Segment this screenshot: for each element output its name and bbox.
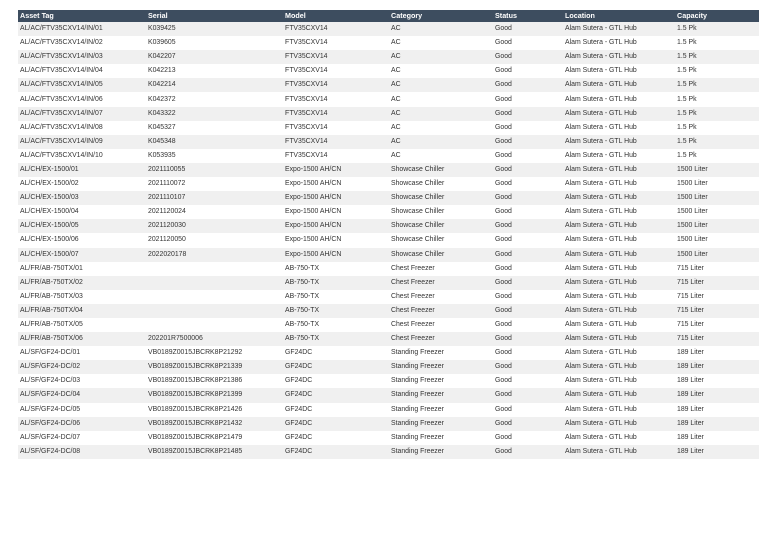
column-header-status[interactable]: Status — [495, 11, 517, 20]
cell-location: Alam Sutera - GTL Hub — [565, 222, 637, 230]
cell-serial: K043322 — [148, 109, 176, 117]
cell-location: Alam Sutera - GTL Hub — [565, 433, 637, 441]
cell-asset-tag: AL/CH/EX-1500/03 — [20, 194, 79, 202]
cell-location: Alam Sutera - GTL Hub — [565, 419, 637, 427]
cell-serial: VB0189Z0015JBCRK8P21479 — [148, 433, 243, 441]
cell-model: AB-750-TX — [285, 264, 320, 272]
cell-model: Expo-1500 AH/CN — [285, 194, 342, 202]
cell-category: Showcase Chiller — [391, 236, 445, 244]
cell-location: Alam Sutera - GTL Hub — [565, 67, 637, 75]
cell-model: AB-750-TX — [285, 306, 320, 314]
cell-category: Standing Freezer — [391, 363, 444, 371]
cell-model: GF24DC — [285, 363, 313, 371]
cell-asset-tag: AL/AC/FTV35CXV14/IN/03 — [20, 53, 103, 61]
cell-serial: K045327 — [148, 123, 176, 131]
cell-category: Standing Freezer — [391, 349, 444, 357]
cell-capacity: 1.5 Pk — [677, 53, 697, 61]
cell-capacity: 189 Liter — [677, 433, 704, 441]
table-row[interactable] — [18, 304, 759, 318]
cell-model: Expo-1500 AH/CN — [285, 165, 342, 173]
cell-capacity: 1.5 Pk — [677, 67, 697, 75]
cell-asset-tag: AL/FR/AB-750TX/03 — [20, 292, 83, 300]
cell-serial: K053935 — [148, 151, 176, 159]
cell-model: GF24DC — [285, 447, 313, 455]
cell-location: Alam Sutera - GTL Hub — [565, 123, 637, 131]
cell-asset-tag: AL/SF/GF24-DC/03 — [20, 377, 81, 385]
cell-category: Standing Freezer — [391, 405, 444, 413]
cell-asset-tag: AL/CH/EX-1500/06 — [20, 236, 79, 244]
table-row[interactable] — [18, 346, 759, 360]
cell-capacity: 715 Liter — [677, 264, 704, 272]
table-row[interactable] — [18, 318, 759, 332]
cell-serial: VB0189Z0015JBCRK8P21339 — [148, 363, 243, 371]
cell-serial: VB0189Z0015JBCRK8P21386 — [148, 377, 243, 385]
table-row[interactable] — [18, 445, 759, 459]
cell-model: GF24DC — [285, 433, 313, 441]
cell-serial: 2021120050 — [148, 236, 186, 244]
cell-capacity: 1500 Liter — [677, 208, 708, 216]
cell-category: Chest Freezer — [391, 321, 435, 329]
table-row[interactable] — [18, 388, 759, 402]
cell-capacity: 1.5 Pk — [677, 137, 697, 145]
cell-status: Good — [495, 180, 512, 188]
cell-category: Showcase Chiller — [391, 250, 445, 258]
table-row[interactable] — [18, 360, 759, 374]
cell-model: FTV35CXV14 — [285, 39, 328, 47]
cell-category: AC — [391, 81, 401, 89]
cell-model: AB-750-TX — [285, 335, 320, 343]
cell-capacity: 715 Liter — [677, 335, 704, 343]
cell-serial: 2021120030 — [148, 222, 186, 230]
cell-model: AB-750-TX — [285, 278, 320, 286]
cell-asset-tag: AL/AC/FTV35CXV14/IN/10 — [20, 151, 103, 159]
cell-location: Alam Sutera - GTL Hub — [565, 377, 637, 385]
cell-serial: K042213 — [148, 67, 176, 75]
cell-category: Showcase Chiller — [391, 208, 445, 216]
cell-serial — [146, 262, 283, 276]
cell-serial — [146, 304, 283, 318]
table-row[interactable] — [18, 36, 759, 50]
cell-serial — [146, 290, 283, 304]
table-row[interactable] — [18, 417, 759, 431]
column-header-serial[interactable]: Serial — [148, 11, 168, 20]
table-row[interactable] — [18, 233, 759, 247]
cell-status: Good — [495, 123, 512, 131]
cell-status: Good — [495, 81, 512, 89]
cell-status: Good — [495, 165, 512, 173]
cell-category: AC — [391, 53, 401, 61]
table-row[interactable] — [18, 78, 759, 92]
cell-asset-tag: AL/SF/GF24-DC/06 — [20, 419, 81, 427]
column-header-category[interactable]: Category — [391, 11, 423, 20]
cell-serial: VB0189Z0015JBCRK8P21426 — [148, 405, 243, 413]
cell-category: AC — [391, 39, 401, 47]
cell-capacity: 1.5 Pk — [677, 39, 697, 47]
cell-asset-tag: AL/SF/GF24-DC/02 — [20, 363, 81, 371]
cell-model: FTV35CXV14 — [285, 137, 328, 145]
table-row[interactable] — [18, 177, 759, 191]
cell-category: Showcase Chiller — [391, 180, 445, 188]
cell-status: Good — [495, 208, 512, 216]
cell-location: Alam Sutera - GTL Hub — [565, 53, 637, 61]
cell-serial: 2021110055 — [148, 165, 186, 173]
cell-serial: K042207 — [148, 53, 176, 61]
cell-category: Showcase Chiller — [391, 222, 445, 230]
cell-asset-tag: AL/AC/FTV35CXV14/IN/01 — [20, 25, 103, 33]
cell-location: Alam Sutera - GTL Hub — [565, 194, 637, 202]
cell-location: Alam Sutera - GTL Hub — [565, 151, 637, 159]
cell-asset-tag: AL/SF/GF24-DC/08 — [20, 447, 81, 455]
cell-asset-tag: AL/CH/EX-1500/07 — [20, 250, 79, 258]
cell-serial: K039605 — [148, 39, 176, 47]
table-row[interactable] — [18, 92, 759, 106]
cell-model: FTV35CXV14 — [285, 151, 328, 159]
cell-location: Alam Sutera - GTL Hub — [565, 391, 637, 399]
cell-category: Chest Freezer — [391, 264, 435, 272]
table-body — [18, 22, 759, 459]
cell-capacity: 1500 Liter — [677, 194, 708, 202]
cell-status: Good — [495, 194, 512, 202]
cell-asset-tag: AL/SF/GF24-DC/05 — [20, 405, 81, 413]
column-header-asset-tag[interactable]: Asset Tag — [20, 11, 54, 20]
cell-location: Alam Sutera - GTL Hub — [565, 180, 637, 188]
cell-location: Alam Sutera - GTL Hub — [565, 292, 637, 300]
cell-status: Good — [495, 306, 512, 314]
cell-category: AC — [391, 25, 401, 33]
cell-status: Good — [495, 447, 512, 455]
cell-status: Good — [495, 39, 512, 47]
cell-asset-tag: AL/SF/GF24-DC/07 — [20, 433, 81, 441]
cell-model: Expo-1500 AH/CN — [285, 250, 342, 258]
cell-category: Chest Freezer — [391, 278, 435, 286]
cell-asset-tag: AL/FR/AB-750TX/02 — [20, 278, 83, 286]
cell-serial — [146, 318, 283, 332]
cell-model: AB-750-TX — [285, 321, 320, 329]
cell-status: Good — [495, 321, 512, 329]
cell-status: Good — [495, 236, 512, 244]
cell-location: Alam Sutera - GTL Hub — [565, 278, 637, 286]
cell-asset-tag: AL/AC/FTV35CXV14/IN/08 — [20, 123, 103, 131]
table-row[interactable] — [18, 332, 759, 346]
cell-status: Good — [495, 53, 512, 61]
cell-serial: K045348 — [148, 137, 176, 145]
cell-serial: 2021110107 — [148, 194, 186, 202]
cell-status: Good — [495, 335, 512, 343]
cell-category: Standing Freezer — [391, 377, 444, 385]
cell-location: Alam Sutera - GTL Hub — [565, 363, 637, 371]
cell-asset-tag: AL/AC/FTV35CXV14/IN/06 — [20, 95, 103, 103]
cell-capacity: 189 Liter — [677, 391, 704, 399]
cell-capacity: 189 Liter — [677, 405, 704, 413]
cell-capacity: 1500 Liter — [677, 180, 708, 188]
cell-model: FTV35CXV14 — [285, 81, 328, 89]
cell-model: Expo-1500 AH/CN — [285, 222, 342, 230]
cell-category: Showcase Chiller — [391, 165, 445, 173]
cell-status: Good — [495, 151, 512, 159]
cell-location: Alam Sutera - GTL Hub — [565, 306, 637, 314]
cell-location: Alam Sutera - GTL Hub — [565, 109, 637, 117]
column-header-model[interactable]: Model — [285, 11, 306, 20]
cell-capacity: 1.5 Pk — [677, 151, 697, 159]
cell-location: Alam Sutera - GTL Hub — [565, 349, 637, 357]
cell-location: Alam Sutera - GTL Hub — [565, 39, 637, 47]
table-row[interactable] — [18, 262, 759, 276]
cell-asset-tag: AL/AC/FTV35CXV14/IN/09 — [20, 137, 103, 145]
cell-status: Good — [495, 391, 512, 399]
cell-location: Alam Sutera - GTL Hub — [565, 250, 637, 258]
cell-asset-tag: AL/SF/GF24-DC/04 — [20, 391, 81, 399]
cell-asset-tag: AL/FR/AB-750TX/04 — [20, 306, 83, 314]
cell-capacity: 1500 Liter — [677, 236, 708, 244]
cell-category: Chest Freezer — [391, 335, 435, 343]
cell-location: Alam Sutera - GTL Hub — [565, 25, 637, 33]
cell-model: FTV35CXV14 — [285, 109, 328, 117]
cell-category: Standing Freezer — [391, 433, 444, 441]
cell-asset-tag: AL/FR/AB-750TX/05 — [20, 321, 83, 329]
cell-capacity: 1.5 Pk — [677, 123, 697, 131]
cell-status: Good — [495, 419, 512, 427]
cell-asset-tag: AL/CH/EX-1500/02 — [20, 180, 79, 188]
cell-category: Chest Freezer — [391, 306, 435, 314]
cell-capacity: 1500 Liter — [677, 222, 708, 230]
cell-category: AC — [391, 123, 401, 131]
cell-asset-tag: AL/CH/EX-1500/04 — [20, 208, 79, 216]
cell-status: Good — [495, 67, 512, 75]
cell-category: Showcase Chiller — [391, 194, 445, 202]
column-header-location[interactable]: Location — [565, 11, 595, 20]
cell-status: Good — [495, 250, 512, 258]
table-row[interactable] — [18, 50, 759, 64]
cell-asset-tag: AL/AC/FTV35CXV14/IN/07 — [20, 109, 103, 117]
cell-status: Good — [495, 109, 512, 117]
table-row[interactable] — [18, 219, 759, 233]
cell-asset-tag: AL/CH/EX-1500/01 — [20, 165, 79, 173]
cell-model: FTV35CXV14 — [285, 25, 328, 33]
cell-status: Good — [495, 292, 512, 300]
cell-asset-tag: AL/AC/FTV35CXV14/IN/04 — [20, 67, 103, 75]
cell-capacity: 189 Liter — [677, 419, 704, 427]
table-row[interactable] — [18, 149, 759, 163]
cell-location: Alam Sutera - GTL Hub — [565, 165, 637, 173]
cell-capacity: 189 Liter — [677, 377, 704, 385]
cell-capacity: 1500 Liter — [677, 165, 708, 173]
table-row[interactable] — [18, 107, 759, 121]
cell-serial — [146, 276, 283, 290]
cell-capacity: 715 Liter — [677, 306, 704, 314]
cell-serial: VB0189Z0015JBCRK8P21399 — [148, 391, 243, 399]
cell-location: Alam Sutera - GTL Hub — [565, 264, 637, 272]
cell-capacity: 1500 Liter — [677, 250, 708, 258]
cell-status: Good — [495, 405, 512, 413]
cell-capacity: 189 Liter — [677, 349, 704, 357]
cell-location: Alam Sutera - GTL Hub — [565, 447, 637, 455]
table-row[interactable] — [18, 22, 759, 36]
cell-category: AC — [391, 151, 401, 159]
cell-asset-tag: AL/SF/GF24-DC/01 — [20, 349, 81, 357]
cell-asset-tag: AL/AC/FTV35CXV14/IN/05 — [20, 81, 103, 89]
cell-location: Alam Sutera - GTL Hub — [565, 208, 637, 216]
cell-category: Standing Freezer — [391, 391, 444, 399]
cell-capacity: 1.5 Pk — [677, 95, 697, 103]
cell-status: Good — [495, 349, 512, 357]
cell-status: Good — [495, 95, 512, 103]
cell-model: GF24DC — [285, 419, 313, 427]
table-header — [18, 10, 759, 22]
cell-serial: VB0189Z0015JBCRK8P21292 — [148, 349, 243, 357]
cell-serial: VB0189Z0015JBCRK8P21485 — [148, 447, 243, 455]
cell-status: Good — [495, 222, 512, 230]
table-row[interactable] — [18, 290, 759, 304]
cell-status: Good — [495, 433, 512, 441]
cell-category: Chest Freezer — [391, 292, 435, 300]
cell-model: GF24DC — [285, 377, 313, 385]
cell-category: AC — [391, 137, 401, 145]
table-row[interactable] — [18, 431, 759, 445]
header-row — [18, 10, 759, 22]
cell-asset-tag: AL/CH/EX-1500/05 — [20, 222, 79, 230]
cell-serial: K042214 — [148, 81, 176, 89]
cell-model: GF24DC — [285, 405, 313, 413]
cell-capacity: 715 Liter — [677, 278, 704, 286]
cell-category: AC — [391, 67, 401, 75]
table-row[interactable] — [18, 64, 759, 78]
cell-model: FTV35CXV14 — [285, 95, 328, 103]
cell-location: Alam Sutera - GTL Hub — [565, 137, 637, 145]
cell-asset-tag: AL/FR/AB-750TX/06 — [20, 335, 83, 343]
cell-location: Alam Sutera - GTL Hub — [565, 81, 637, 89]
cell-asset-tag: AL/AC/FTV35CXV14/IN/02 — [20, 39, 103, 47]
cell-location: Alam Sutera - GTL Hub — [565, 95, 637, 103]
cell-location: Alam Sutera - GTL Hub — [565, 335, 637, 343]
table-row[interactable] — [18, 163, 759, 177]
cell-model: FTV35CXV14 — [285, 67, 328, 75]
cell-capacity: 715 Liter — [677, 321, 704, 329]
cell-capacity: 1.5 Pk — [677, 109, 697, 117]
cell-serial: 2021120024 — [148, 208, 186, 216]
cell-status: Good — [495, 264, 512, 272]
cell-status: Good — [495, 137, 512, 145]
cell-model: FTV35CXV14 — [285, 123, 328, 131]
cell-capacity: 189 Liter — [677, 363, 704, 371]
cell-capacity: 715 Liter — [677, 292, 704, 300]
asset-table-container — [18, 10, 759, 459]
cell-location: Alam Sutera - GTL Hub — [565, 321, 637, 329]
cell-asset-tag: AL/FR/AB-750TX/01 — [20, 264, 83, 272]
table-row[interactable] — [18, 191, 759, 205]
cell-model: Expo-1500 AH/CN — [285, 236, 342, 244]
cell-model: AB-750-TX — [285, 292, 320, 300]
table-row[interactable] — [18, 248, 759, 262]
cell-location: Alam Sutera - GTL Hub — [565, 236, 637, 244]
cell-category: AC — [391, 95, 401, 103]
table-row[interactable] — [18, 276, 759, 290]
cell-capacity: 1.5 Pk — [677, 25, 697, 33]
cell-location: Alam Sutera - GTL Hub — [565, 405, 637, 413]
cell-capacity: 189 Liter — [677, 447, 704, 455]
cell-model: FTV35CXV14 — [285, 53, 328, 61]
cell-serial: 202201R7500006 — [148, 335, 203, 343]
cell-serial: K042372 — [148, 95, 176, 103]
table-row[interactable] — [18, 403, 759, 417]
cell-serial: VB0189Z0015JBCRK8P21432 — [148, 419, 243, 427]
table-row[interactable] — [18, 205, 759, 219]
cell-serial: 2022020178 — [148, 250, 187, 258]
cell-capacity: 1.5 Pk — [677, 81, 697, 89]
cell-model: GF24DC — [285, 349, 313, 357]
cell-status: Good — [495, 363, 512, 371]
table-row[interactable] — [18, 135, 759, 149]
column-header-capacity[interactable]: Capacity — [677, 11, 707, 20]
cell-category: AC — [391, 109, 401, 117]
cell-model: Expo-1500 AH/CN — [285, 180, 342, 188]
cell-serial: 2021110072 — [148, 180, 186, 188]
asset-table — [18, 10, 759, 459]
table-row[interactable] — [18, 374, 759, 388]
cell-category: Standing Freezer — [391, 419, 444, 427]
cell-model: Expo-1500 AH/CN — [285, 208, 342, 216]
cell-status: Good — [495, 25, 512, 33]
table-row[interactable] — [18, 121, 759, 135]
cell-status: Good — [495, 278, 512, 286]
cell-model: GF24DC — [285, 391, 313, 399]
cell-status: Good — [495, 377, 512, 385]
cell-category: Standing Freezer — [391, 447, 444, 455]
cell-serial: K039425 — [148, 25, 176, 33]
